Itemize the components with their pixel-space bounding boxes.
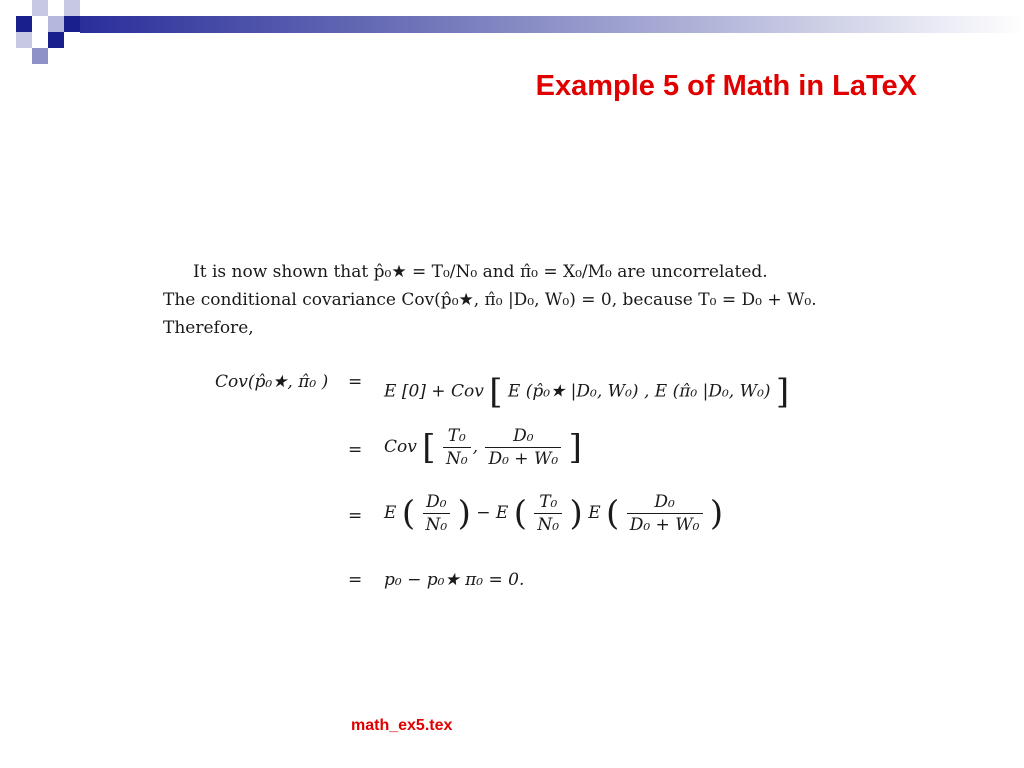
footer-filename: math_ex5.tex [351,717,453,734]
equation-row-4-rhs: p₀ − p₀★ π₀ = 0. [384,570,525,590]
row1-part-a: E [0] + Cov [384,381,484,402]
intro-line-3: Therefore, [163,318,254,338]
fraction-numerator: T₀ [534,492,562,514]
fraction-numerator: D₀ [423,492,451,514]
decor-square [48,16,64,32]
decor-square [48,32,64,48]
fraction [485,426,561,469]
paren-open: ( [513,493,528,534]
equals-sign: = [348,440,363,460]
intro-line-2: The conditional covariance Cov(p̂₀★, π̂₀ |D₀, W₀) = 0, because T₀ = D₀ + W₀. [163,290,817,310]
equation-row-2-rhs: Cov [ $\frac{\text{T₀}}{\text{N₀}}$ , $\frac{\text{D₀}}{\text{D₀ + W₀}}$ ] [384,426,582,469]
decor-square [64,16,80,32]
fraction-denominator: N₀ [445,449,468,469]
fraction-denominator: D₀ + W₀ [488,449,559,469]
intro-paragraph [163,258,863,342]
fraction-numerator: D₀ [627,492,703,514]
fraction [443,426,471,469]
header-gradient-band [80,16,1024,33]
equals-sign: = [348,506,363,526]
fraction [627,492,703,535]
row3-e1: E [384,503,397,523]
decor-square [64,0,80,16]
row2-prefix: Cov [384,437,417,457]
equals-sign: = [348,570,363,590]
row3-minus: − E [476,503,509,523]
fraction [534,492,562,535]
bracket-open: [ [489,372,503,412]
fraction [423,492,451,535]
slide-title: Example 5 of Math in LaTeX [535,70,917,102]
fraction-denominator: D₀ + W₀ [629,515,700,535]
decor-square [32,0,48,16]
paren-close: ) [569,493,583,534]
fraction-denominator: N₀ [537,515,560,535]
intro-line-1: It is now shown that p̂₀★ = T₀/N₀ and π̂₀ = X₀/M₀ are uncorrelated. [193,262,768,282]
bracket-close: ] [775,372,790,412]
equation-row-1-rhs [384,372,789,412]
decor-square [16,16,32,32]
fraction-numerator: T₀ [443,426,471,448]
equation-row-3-rhs [384,492,723,535]
row1-part-b: E (p̂₀★ |D₀, W₀) , E (π̂₀ |D₀, W₀) [507,381,771,402]
equals-sign: = [348,372,363,392]
equation-lhs: Cov(p̂₀★, π̂₀ ) [215,372,329,392]
decor-square [16,32,32,48]
fraction-denominator: N₀ [425,515,448,535]
decor-square [32,48,48,64]
row3-e3: E [588,503,601,523]
paren-open: ( [401,493,416,534]
paren-close: ) [709,493,724,534]
bracket-open: [ [422,427,436,468]
fraction-numerator: D₀ [485,426,561,448]
paren-open: ( [606,493,620,534]
bracket-close: ] [568,427,582,468]
paren-close: ) [457,493,471,534]
